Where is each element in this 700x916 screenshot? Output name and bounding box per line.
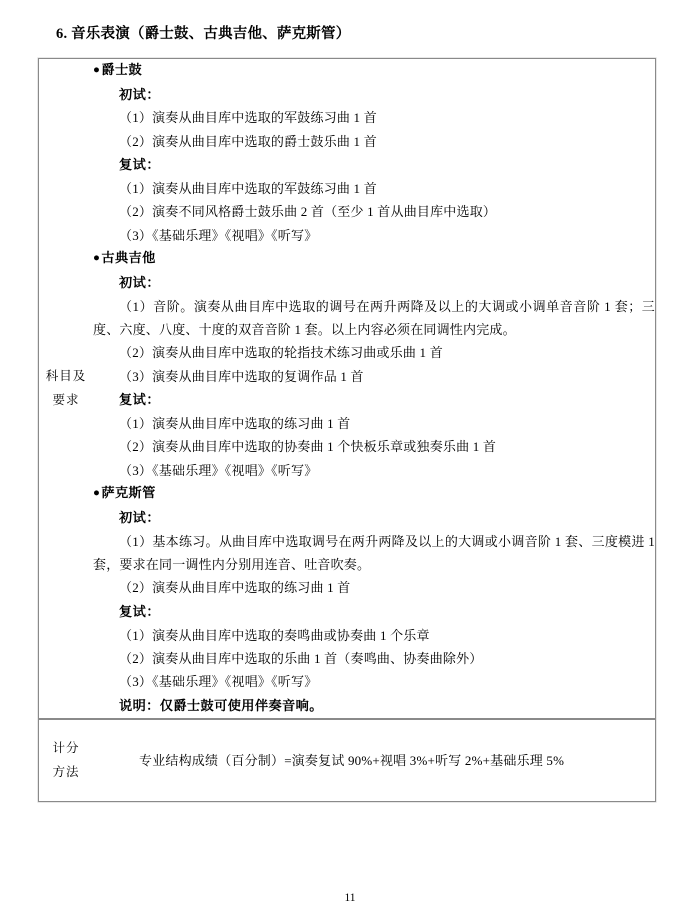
instrument-name: 古典吉他: [101, 250, 156, 266]
instrument-name: 爵士鼓: [101, 62, 143, 77]
stage-heading-preliminary: 初试：: [119, 509, 161, 525]
row-label-line-2: 方法: [52, 765, 80, 780]
instrument-heading-jazz-drums: [93, 59, 655, 82]
page-title: 6. 音乐表演（爵士鼓、古典吉他、萨克斯管）: [56, 26, 351, 42]
requirement-item: （1）演奏从曲目库中选取的军鼓练习曲 1 首: [119, 181, 377, 197]
instrument-block-jazz-drums: [93, 59, 655, 247]
requirements-table: [38, 58, 656, 802]
stage-heading-final: 复试：: [119, 392, 161, 408]
bullet-dot-icon: ●: [93, 64, 101, 76]
instrument-heading-saxophone: [93, 482, 655, 505]
requirements-content: [93, 59, 655, 718]
table-row-scoring: [39, 718, 655, 801]
row-label-line-1: 科目及: [45, 368, 87, 383]
stage-heading-preliminary: 初试：: [119, 274, 161, 290]
requirement-item: （2）演奏从曲目库中选取的轮指技术练习曲或乐曲 1 首: [119, 345, 443, 361]
stage-heading-final: 复试：: [119, 603, 161, 619]
requirement-item: （2）演奏不同风格爵士鼓乐曲 2 首（至少 1 首从曲目库中选取）: [119, 204, 497, 220]
row-label-scoring: [39, 718, 93, 801]
instrument-heading-classical-guitar: [93, 247, 655, 270]
bullet-dot-icon: ●: [93, 252, 101, 265]
requirements-note: 说明：仅爵士鼓可使用伴奏音响。: [119, 697, 323, 713]
requirement-item: （2）演奏从曲目库中选取的乐曲 1 首（奏鸣曲、协奏曲除外）: [119, 650, 483, 666]
stage-heading-preliminary: 初试：: [119, 86, 161, 102]
requirement-item: （3）《基础乐理》《视唱》《听写》: [119, 227, 318, 243]
row-label-line-1: 计分: [52, 740, 80, 755]
requirement-item: （1）基本练习。从曲目库中选取调号在两升两降及以上的大调或小调音阶 1 套、三度模进 1 套，要求在同一调性内分别用连音、吐音吹奏。: [93, 533, 655, 573]
instrument-name: 萨克斯管: [101, 485, 156, 501]
table-row-subjects: [39, 59, 655, 718]
row-label-line-2: 要求: [52, 393, 80, 408]
requirement-item: （1）演奏从曲目库中选取的练习曲 1 首: [119, 415, 351, 431]
requirement-item: （2）演奏从曲目库中选取的协奏曲 1 个快板乐章或独奏乐曲 1 首: [119, 439, 497, 455]
requirement-item: （3）《基础乐理》《视唱》《听写》: [119, 462, 318, 478]
instrument-block-classical-guitar: [93, 247, 655, 482]
row-label-subjects: [39, 59, 93, 718]
requirement-item: （3）演奏从曲目库中选取的复调作品 1 首: [119, 368, 364, 384]
requirement-item: （1）演奏从曲目库中选取的军鼓练习曲 1 首: [119, 110, 377, 126]
bullet-dot-icon: ●: [93, 487, 101, 500]
requirement-item: （3）《基础乐理》《视唱》《听写》: [119, 674, 318, 690]
scoring-formula: 专业结构成绩（百分制）=演奏复试 90%+视唱 3%+听写 2%+基础乐理 5%: [139, 752, 565, 768]
instrument-block-saxophone: [93, 482, 655, 717]
scoring-content: [93, 718, 655, 801]
requirement-item: （2）演奏从曲目库中选取的练习曲 1 首: [119, 580, 351, 596]
requirement-item: （2）演奏从曲目库中选取的爵士鼓乐曲 1 首: [119, 133, 377, 149]
requirement-item: （1）演奏从曲目库中选取的奏鸣曲或协奏曲 1 个乐章: [119, 627, 430, 643]
page-number: 11: [344, 892, 356, 904]
stage-heading-final: 复试：: [119, 157, 161, 173]
requirement-item: （1）音阶。演奏从曲目库中选取的调号在两升两降及以上的大调或小调单音音阶 1 套；三度、六度、八度、十度的双音音阶 1 套。以上内容必须在同调性内完成。: [93, 298, 655, 338]
